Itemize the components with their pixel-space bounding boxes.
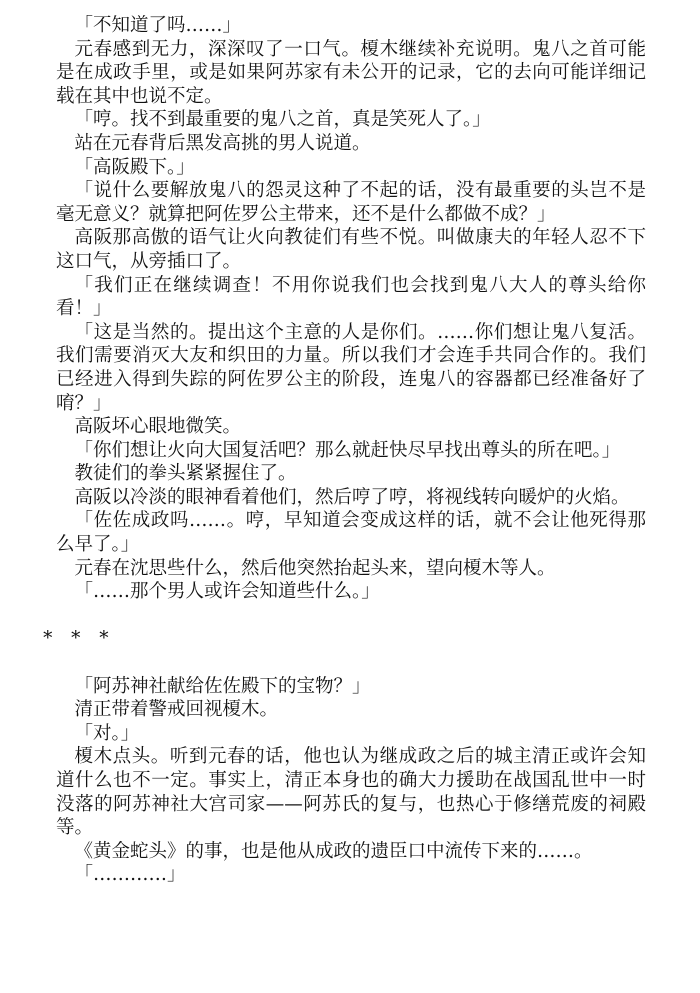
paragraph: 教徒们的拳头紧紧握住了。 [74, 463, 297, 485]
paragraph: 《黄金蛇头》的事，也是他从成政的遗臣口中流传下来的……。 [74, 840, 593, 862]
paragraph: 站在元春背后黑发高挑的男人说道。 [74, 132, 371, 154]
paragraph: 「阿苏神社献给佐佐殿下的宝物？」 [74, 675, 371, 697]
paragraph: 清正带着警戒回视榎木。 [74, 699, 279, 721]
paragraph: 「对。」 [74, 722, 140, 744]
paragraph: 「佐佐成政吗……。哼，早知道会变成这样的话，就不会让他死得那么早了。」 [56, 510, 646, 556]
paragraph: 「哼。找不到最重要的鬼八之首，真是笑死人了。」 [74, 109, 491, 131]
paragraph: 高阪那高傲的语气让火向教徒们有些不悦。叫做康夫的年轻人忍不下这口气，从旁插口了。 [56, 227, 646, 272]
scene-separator: * * * [43, 628, 115, 650]
paragraph: 高阪以冷淡的眼神看着他们，然后哼了哼，将视线转向暖炉的火焰。 [74, 486, 630, 508]
paragraph: 高阪坏心眼地微笑。 [74, 416, 242, 438]
novel-page [43, 14, 646, 887]
paragraph: 「…………」 [74, 864, 186, 886]
paragraph: 「不知道了吗……」 [74, 15, 242, 36]
paragraph: 「高阪殿下。」 [74, 156, 195, 178]
paragraph: 元春感到无力，深深叹了一口气。榎木继续补充说明。鬼八之首可能是在成政手里，或是如果阿苏家有未公开的记录，它的去向可能详细记载在其中也说不定。 [56, 38, 646, 107]
paragraph: 榎木点头。听到元春的话，他也认为继成政之后的城主清正或许会知道什么也不一定。事实上，清正本身也的确大力援助在战国乱世中一时没落的阿苏神社大宫司家——阿苏氏的复与，也热心于修缮荒废的祠殿等。 [56, 746, 646, 839]
paragraph: 「……那个男人或许会知道些什么。」 [74, 581, 380, 603]
paragraph: 元春在沈思些什么，然后他突然抬起头来，望向榎木等人。 [74, 557, 556, 579]
paragraph: 「我们正在继续调查！不用你说我们也会找到鬼八大人的尊头给你看！」 [56, 274, 646, 320]
paragraph: 「你们想让火向大国复活吧？那么就赶快尽早找出尊头的所在吧。」 [74, 439, 621, 461]
paragraph: 「说什么要解放鬼八的怨灵这种了不起的话，没有最重要的头岂不是毫无意义？就算把阿佐罗公主带来，还不是什么都做不成？」 [56, 180, 646, 225]
paragraph: 「这是当然的。提出这个主意的人是你们。……你们想让鬼八复活。我们需要消灭大友和织田的力量。所以我们才会连手共同合作的。我们已经进入得到失踪的阿佐罗公主的阶段，连鬼八的容器都已经准备好了唷？」 [56, 321, 646, 414]
